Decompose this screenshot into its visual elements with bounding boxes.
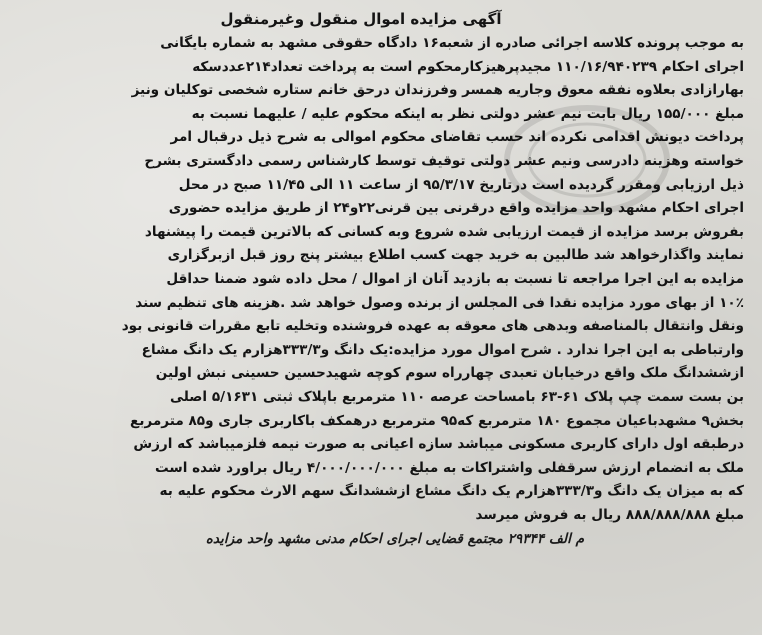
- notice-line-16: بن بست سمت چپ پلاک ۶۱-۶۳ بامساحت عرصه ۱۱۰ مترمربع باپلاک ثبتی ۵/۱۶۳۱ اصلی: [169, 388, 744, 405]
- notice-line-3: بهارازادی بعلاوه نفقه معوق وجاریه همسر وفرزندان درحق خانم ستاره شخصی توکلیان ونیز: [131, 82, 744, 99]
- notice-line-10: نمایند واگذارخواهد شد طالبین به خرید جهت کسب اطلاع بیشتر پنج روز قبل ازبرگزاری: [167, 247, 744, 264]
- notice-line-5: پرداخت دیونش اقدامی نکرده اند حسب تقاضای محکوم اموالی به شرح ذیل درقبال امر: [170, 129, 744, 146]
- notice-line-15: ازششدانگ ملک واقع درخیابان تعبدی چهارراه سوم کوچه شهیدحسین حسینی نبش اولین: [155, 365, 744, 382]
- notice-line-6: خواسته وهزینه دادرسی ونیم عشر دولتی توقیف توسط کارشناس رسمی دادگستری بشرح: [144, 152, 744, 169]
- notice-line-12: ۱۰٪ از بهای مورد مزایده نقدا فی المجلس از برنده وصول خواهد شد .هزینه های تنظیم سند: [135, 294, 744, 311]
- notice-title: آگهی مزایده اموال منقول وغیرمنقول: [220, 10, 502, 28]
- notice-line-19: ملک به انضمام ارزش سرقفلی واشتراکات به مبلغ ۴/۰۰۰/۰۰۰/۰۰۰ ریال براورد شده است: [154, 459, 744, 476]
- notice-line-7: ذیل ارزیابی ومقرر گردیده است درتاریخ ۹۵/۳/۱۷ از ساعت ۱۱ الی ۱۱/۴۵ صبح در محل: [178, 176, 744, 193]
- notice-line-8: اجرای احکام مشهد واحد مزایده واقع درقرنی بین قرنی۲۲و۲۴ از طریق مزایده حضوری: [168, 200, 744, 217]
- notice-line-2: اجرای احکام ۱۱۰/۱۶/۹۴۰۲۳۹ مجیدپرهیزکارمحکوم است به پرداخت تعداد۲۱۴عددسکه: [192, 58, 744, 75]
- notice-body: [14, 32, 744, 527]
- notice-line-1: به موجب پرونده کلاسه اجرائی صادره از شعبه۱۶ دادگاه حقوقی مشهد به شماره بایگانی: [160, 35, 744, 51]
- notice-line-13: ونقل وانتقال بالمناصفه وبدهی های معوقه به عهده فروشنده وتخلیه تابع مقررات قانونی بود: [121, 318, 744, 335]
- notice-signature: م الف ۲۹۳۴۴ مجتمع قضایی اجرای احکام مدنی مشهد واحد مزایده: [205, 531, 584, 548]
- notice-line-11: مزایده به این اجرا مراجعه تا نسبت به بازدید آنان از اموال / محل داده شود ضمنا حداقل: [166, 270, 744, 287]
- notice-line-4: مبلغ ۱۵۵/۰۰۰ ریال بابت نیم عشر دولتی نظر به اینکه محکوم علیه / علیهما نسبت به: [191, 105, 744, 122]
- notice-line-17: بخش۹ مشهدباعیان مجموع ۱۸۰ مترمربع که۹۵ مترمربع درهمکف باکاربری جاری و۸۵ مترمربع: [130, 412, 744, 429]
- notice-line-9: بفروش برسد مزایده از قیمت ارزیابی شده شروع وبه کسانی که بالاترین قیمت را پیشنهاد: [144, 223, 744, 240]
- notice-line-18: درطبقه اول دارای کاربری مسکونی میباشد سازه اعیانی به صورت نیمه فلزمیباشد که ارزش: [133, 436, 744, 453]
- notice-line-20: که به میزان یک دانگ و۳۳۳/۳هزارم یک دانگ مشاع ازششدانگ سهم الارث محکوم علیه به: [159, 483, 744, 500]
- notice-line-14: وارتباطی به این اجرا ندارد . شرح اموال مورد مزایده:یک دانگ و۳۳۳/۳هزارم یک دانگ مشاع: [141, 341, 744, 358]
- notice-line-21: مبلغ ۸۸۸/۸۸۸/۸۸۸ ریال به فروش میرسد: [475, 506, 744, 523]
